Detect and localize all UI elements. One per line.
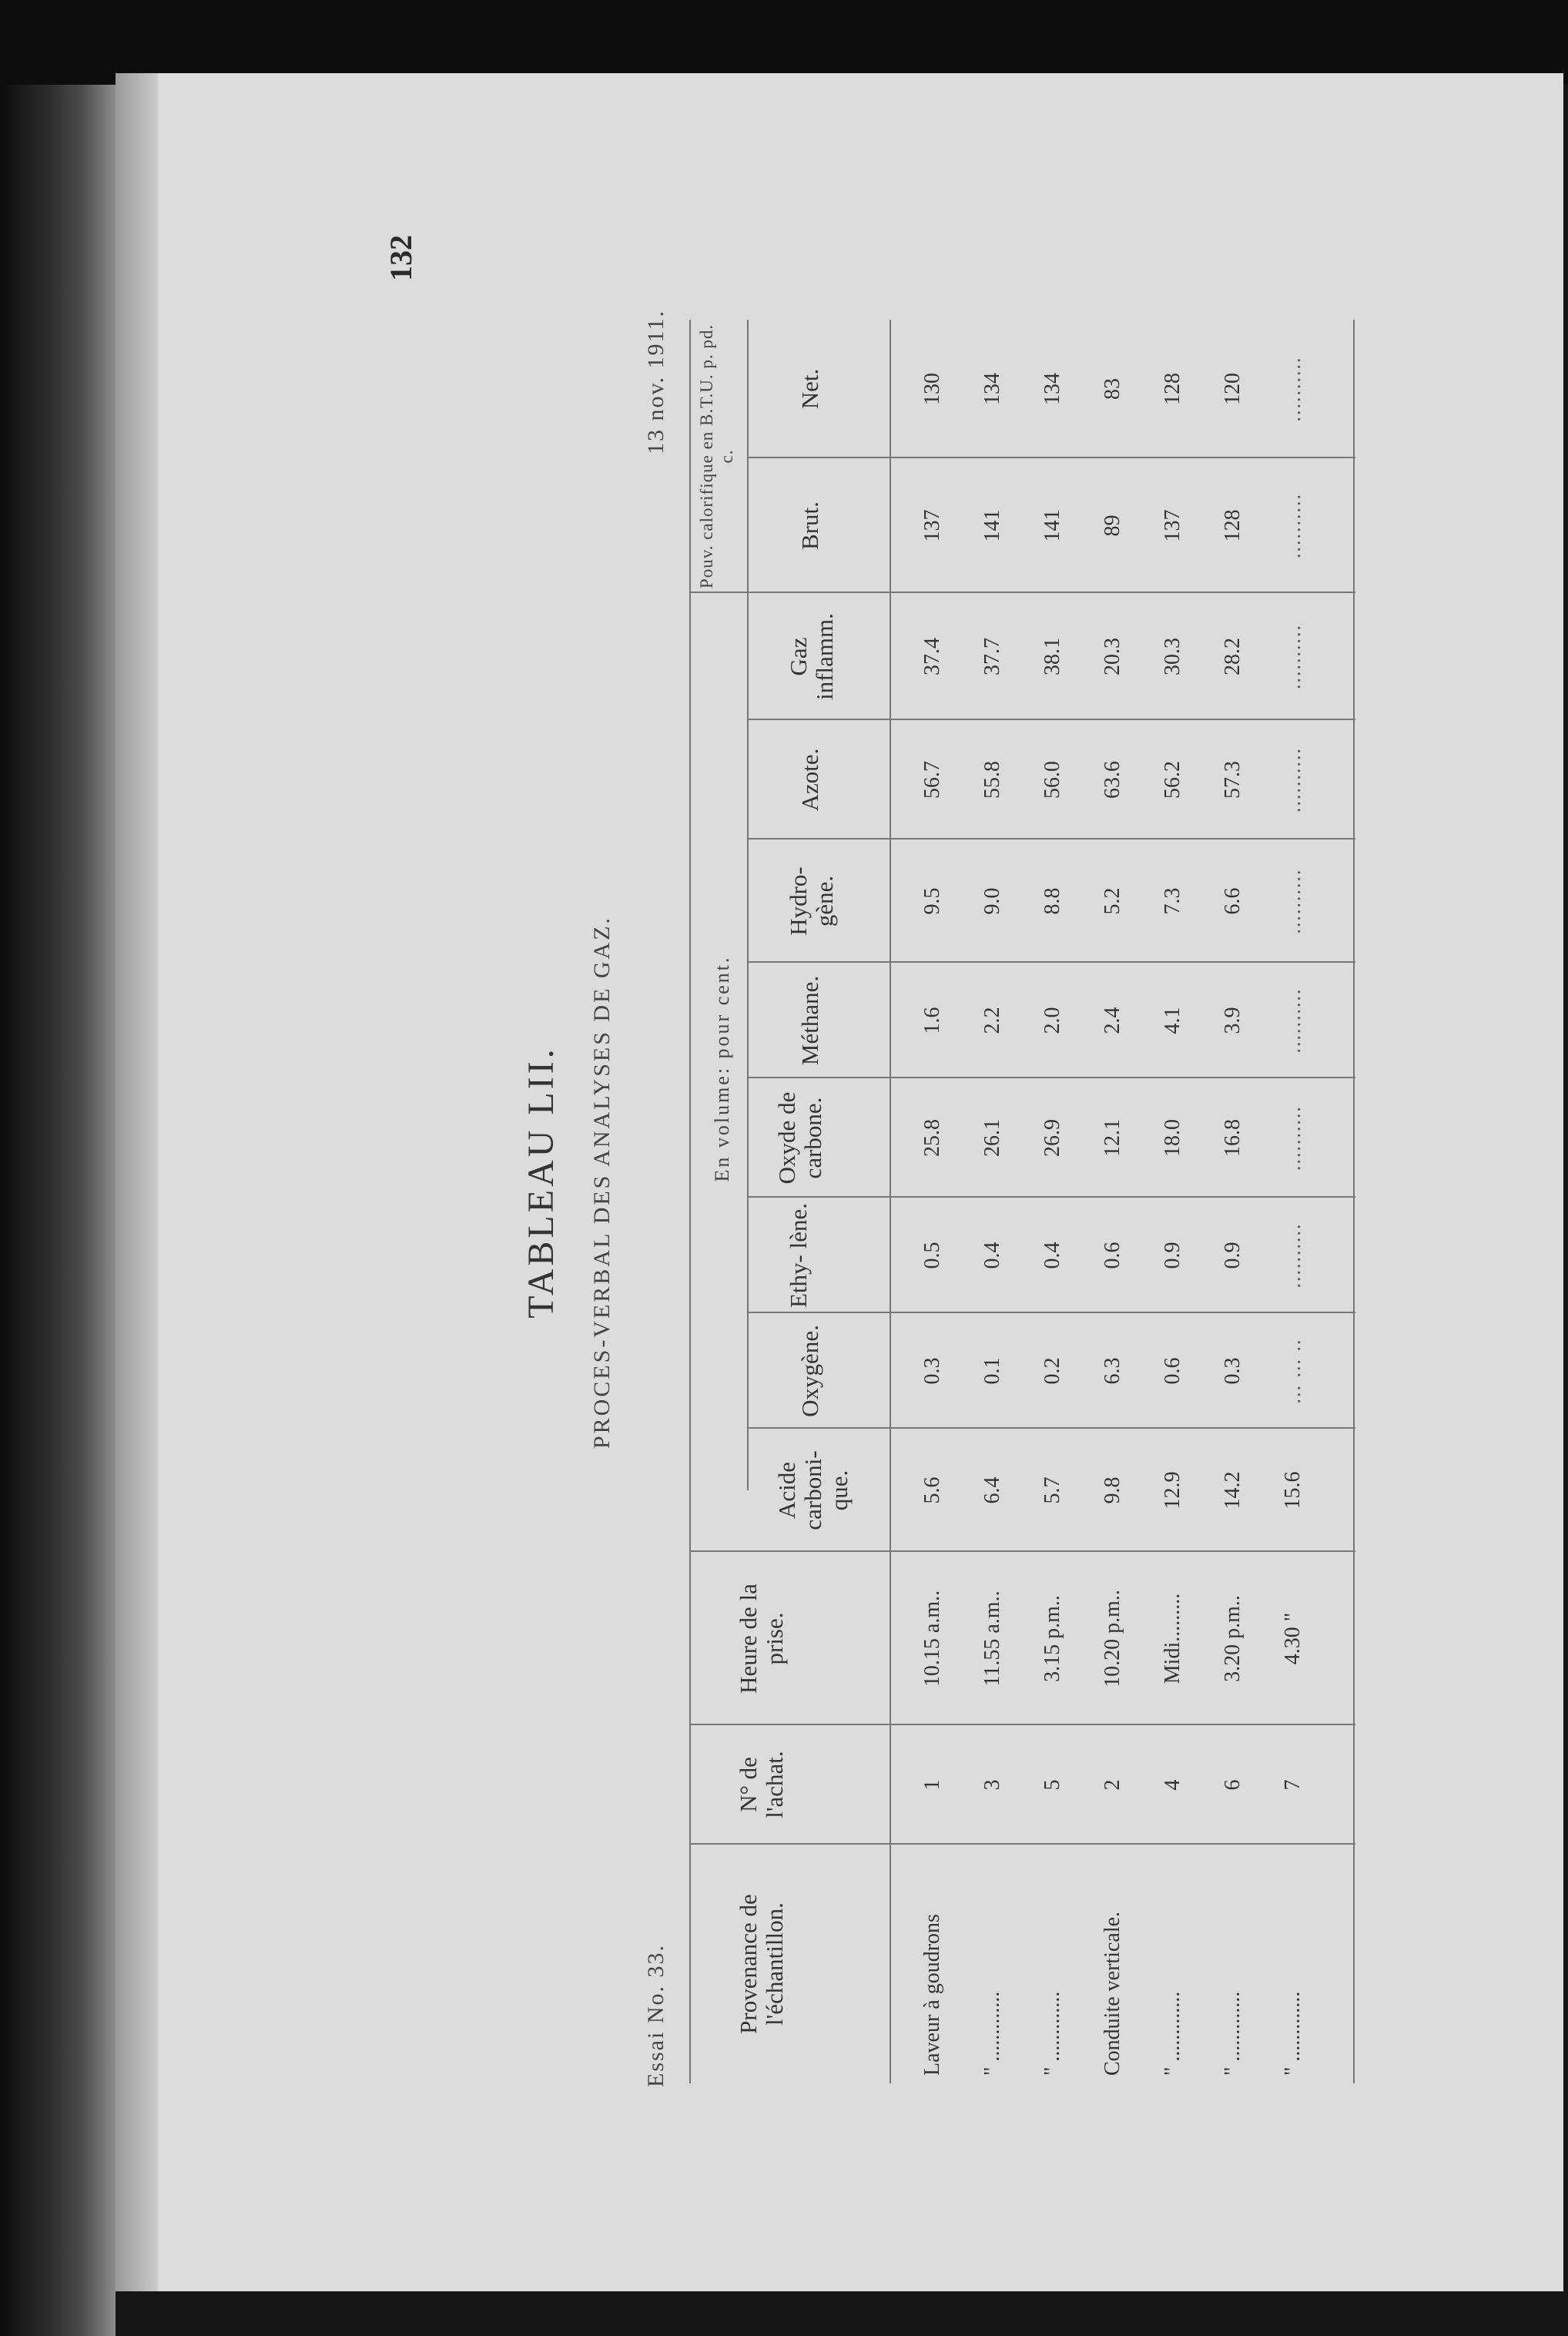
header-azote: Azote.: [796, 748, 823, 812]
col-rule: [689, 1550, 1355, 1552]
cell-oxyde: 16.8: [1221, 1119, 1245, 1157]
cell-net: 83: [1101, 378, 1124, 400]
cell-oxyde: 26.1: [980, 1119, 1004, 1157]
cell-achat: 1: [920, 1779, 944, 1791]
header-volume-group: En volume: pour cent.: [711, 955, 733, 1182]
cell-acide: 6.4: [980, 1476, 1004, 1504]
cell-achat: 2: [1101, 1779, 1124, 1791]
header-methane: Méthane.: [796, 975, 823, 1066]
cell-achat: 5: [1040, 1779, 1064, 1791]
cell-oxygene: 0.1: [980, 1357, 1004, 1385]
cell-oxygene: 0.3: [920, 1357, 944, 1385]
cell-ethylene: 0.9: [1161, 1242, 1184, 1269]
essai-label: Essai No. 33.: [643, 1944, 668, 2087]
cell-brut: 137: [920, 509, 944, 542]
header-provenance: Provenance de l'échantillon.: [735, 1894, 789, 2034]
cell-provenance: " .............: [1221, 1991, 1245, 2076]
cell-oxyde: 12.1: [1101, 1119, 1124, 1157]
cell-brut: ..........: [1282, 493, 1305, 558]
header-brut: Brut.: [796, 501, 823, 550]
cell-acide: 5.6: [920, 1476, 944, 1504]
page-subtitle: PROCES-VERBAL DES ANALYSES DE GAZ.: [589, 915, 615, 1450]
header-heure: Heure de la prise.: [735, 1584, 789, 1694]
cell-azote: 55.8: [980, 761, 1004, 799]
cell-methane: 1.6: [920, 1007, 944, 1034]
cell-methane: ..........: [1282, 987, 1305, 1054]
volume-group-rule: [747, 589, 749, 1490]
header-achat: N° de l'achat.: [735, 1751, 789, 1818]
header-gaz: Gaz inflamm.: [785, 613, 839, 700]
cell-azote: 56.2: [1161, 761, 1184, 799]
cell-brut: 128: [1221, 509, 1245, 542]
cell-ethylene: 0.6: [1101, 1242, 1124, 1269]
cell-oxyde: 18.0: [1161, 1119, 1184, 1157]
cell-oxygene: 6.3: [1101, 1357, 1124, 1385]
cell-provenance: Laveur à goudrons: [920, 1914, 944, 2076]
cell-brut: 141: [980, 509, 1004, 542]
cell-net: 120: [1221, 373, 1245, 405]
cell-heure: 3.20 p.m..: [1221, 1595, 1245, 1682]
cell-azote: 56.0: [1040, 761, 1064, 799]
cell-gaz: 38.1: [1040, 638, 1064, 675]
cell-methane: 2.2: [980, 1007, 1004, 1034]
cell-hydrogene: 6.6: [1221, 887, 1245, 915]
col-rule: [689, 1724, 1355, 1725]
cell-methane: 2.4: [1101, 1007, 1124, 1034]
cell-azote: ..........: [1282, 747, 1305, 813]
header-acide: Acide carboni- que.: [773, 1450, 853, 1530]
cell-ethylene: 0.4: [980, 1242, 1004, 1269]
cell-ethylene: 0.4: [1040, 1242, 1064, 1269]
table-bottom-rule: [1353, 320, 1355, 2083]
cell-oxygene: 0.3: [1221, 1357, 1245, 1385]
cell-ethylene: 0.5: [920, 1242, 944, 1269]
cell-gaz: ..........: [1282, 624, 1305, 689]
cell-azote: 63.6: [1101, 761, 1124, 799]
cell-oxyde: ..........: [1282, 1105, 1305, 1171]
cell-methane: 2.0: [1040, 1007, 1064, 1034]
cell-brut: 141: [1040, 509, 1064, 542]
cell-achat: 3: [980, 1779, 1004, 1791]
cell-gaz: 28.2: [1221, 638, 1245, 675]
cell-heure: 10.15 a.m..: [920, 1590, 944, 1687]
cell-net: 134: [1040, 373, 1064, 405]
page-edge: [116, 73, 162, 2291]
cell-provenance: " .............: [1040, 1991, 1064, 2076]
header-oxygene: Oxygène.: [796, 1325, 823, 1417]
book-page: [158, 73, 1563, 2291]
cell-provenance: " .............: [1161, 1991, 1184, 2076]
cell-achat: 4: [1161, 1779, 1184, 1791]
cell-oxygene: ... ... ..: [1282, 1338, 1305, 1404]
cell-acide: 14.2: [1221, 1471, 1245, 1510]
col-rule: [689, 1843, 1355, 1845]
cell-achat: 6: [1221, 1779, 1245, 1791]
cell-heure: 4.30 ": [1281, 1612, 1305, 1665]
header-hydrogene: Hydro- gène.: [785, 866, 839, 936]
cell-oxyde: 25.8: [920, 1119, 944, 1157]
page-title: TABLEAU LII.: [521, 1046, 561, 1319]
cell-hydrogene: 7.3: [1161, 887, 1184, 915]
cell-acide: 9.8: [1101, 1476, 1124, 1504]
cell-provenance: " .............: [1281, 1991, 1305, 2076]
cell-provenance: Conduite verticale.: [1101, 1911, 1124, 2076]
cell-ethylene: 0.9: [1221, 1242, 1245, 1269]
cell-methane: 4.1: [1161, 1007, 1184, 1034]
gas-analysis-table: [689, 320, 1355, 2083]
cell-gaz: 37.4: [920, 638, 944, 675]
cell-hydrogene: 8.8: [1040, 887, 1064, 915]
date-label: 13 nov. 1911.: [643, 310, 668, 454]
header-net: Net.: [796, 368, 823, 410]
cell-hydrogene: 9.5: [920, 887, 944, 915]
rotated-page-content: [158, 73, 1563, 2291]
cell-ethylene: ..........: [1282, 1222, 1305, 1289]
table-top-rule: [689, 320, 691, 2083]
cell-hydrogene: 5.2: [1101, 887, 1124, 915]
book-spine: [0, 85, 116, 2336]
cell-azote: 57.3: [1221, 761, 1245, 799]
cell-heure: 3.15 p.m..: [1040, 1595, 1064, 1682]
scan-background-top: [0, 0, 1568, 85]
cell-acide: 5.7: [1040, 1476, 1064, 1504]
cell-net: ..........: [1282, 356, 1305, 422]
cell-acide: 15.6: [1281, 1471, 1305, 1510]
cell-brut: 89: [1101, 514, 1124, 537]
header-oxyde: Oxyde de carbone.: [773, 1091, 827, 1185]
cell-azote: 56.7: [920, 761, 944, 799]
cell-net: 128: [1161, 373, 1184, 405]
page-number: 132: [384, 235, 418, 281]
cell-net: 134: [980, 373, 1004, 405]
cell-oxygene: 0.2: [1040, 1357, 1064, 1385]
cell-heure: 11.55 a.m..: [980, 1590, 1004, 1687]
cell-oxygene: 0.6: [1161, 1357, 1184, 1385]
cell-gaz: 20.3: [1101, 638, 1124, 675]
cell-gaz: 37.7: [980, 638, 1004, 675]
col-rule: [689, 592, 1355, 593]
cell-achat: 7: [1281, 1779, 1305, 1791]
cell-acide: 12.9: [1161, 1471, 1184, 1510]
cell-hydrogene: 9.0: [980, 887, 1004, 915]
cell-provenance: " .............: [980, 1991, 1004, 2076]
cell-methane: 3.9: [1221, 1007, 1245, 1034]
cell-gaz: 30.3: [1161, 638, 1184, 675]
cell-net: 130: [920, 373, 944, 405]
header-ethylene: Ethy- lène.: [785, 1203, 812, 1309]
cell-oxyde: 26.9: [1040, 1119, 1064, 1157]
header-pouv-group: Pouv. calorifique en B.T.U. p. pd. c.: [697, 323, 736, 589]
cell-heure: Midi.........: [1161, 1593, 1184, 1684]
cell-hydrogene: ..........: [1282, 868, 1305, 934]
cell-brut: 137: [1161, 509, 1184, 542]
header-bottom-rule: [890, 320, 891, 2083]
cell-heure: 10.20 p.m..: [1101, 1590, 1124, 1687]
